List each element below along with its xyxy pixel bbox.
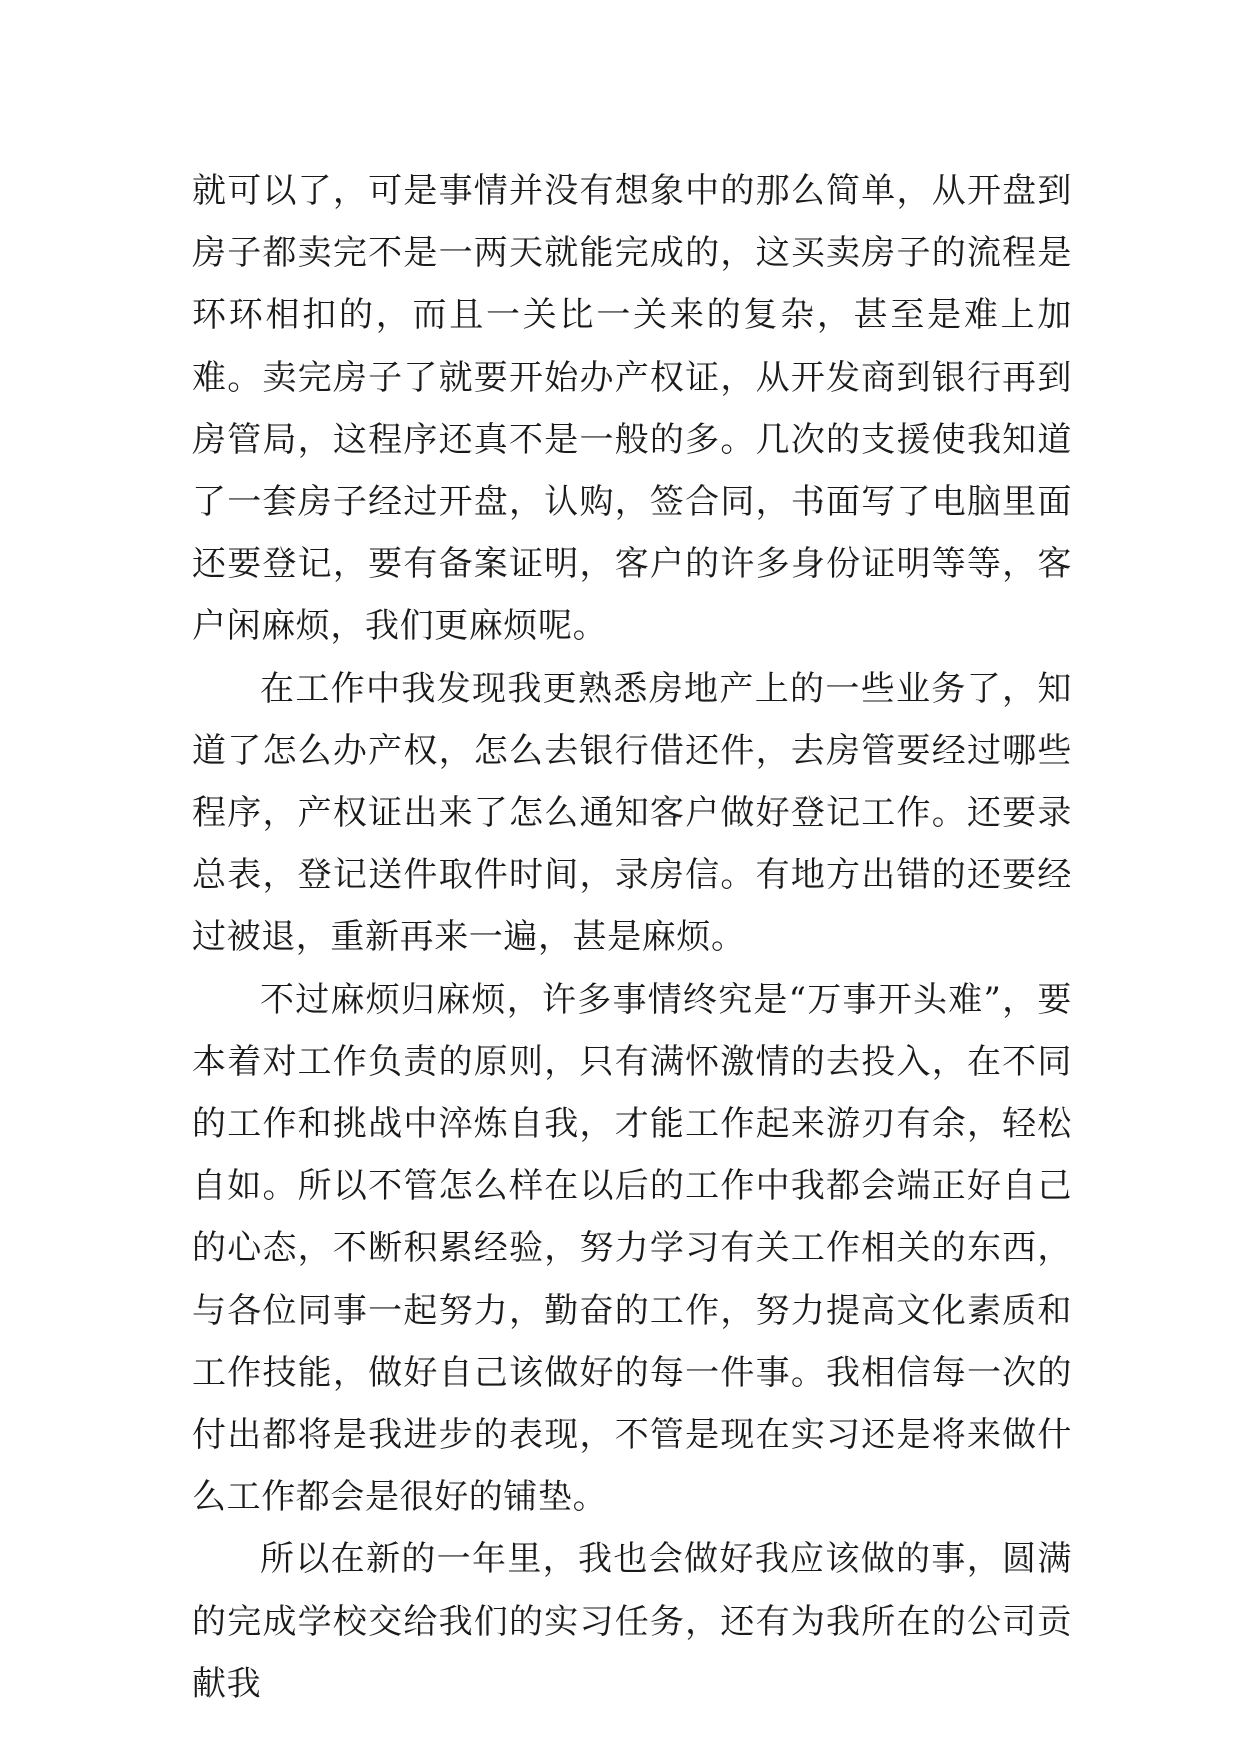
paragraph-3: 不过麻烦归麻烦，许多事情终究是“万事开头难”，要本着对工作负责的原则，只有满怀激情的去投入，在不同的工作和挑战中淬炼自我，才能工作起来游刃有余，轻松自如。所以不管怎么样在以后的工作中我都会端正好自己的心态，不断积累经验，努力学习有关工作相关的东西，与各位同事一起努力，勤奋的工作，努力提高文化素质和工作技能，做好自己该做好的每一件事。我相信每一次的付出都将是我进步的表现，不管是现在实习还是将来做什么工作都会是很好的铺垫。 [192, 979, 1072, 1518]
paragraph-1: 就可以了，可是事情并没有想象中的那么简单，从开盘到房子都卖完不是一两天就能完成的，这买卖房子的流程是环环相扣的，而且一关比一关来的复杂，甚至是难上加难。卖完房子了就要开始办产权证，从开发商到银行再到房管局，这程序还真不是一般的多。几次的支援使我知道了一套房子经过开盘，认购，签合同，书面写了电脑里面还要登记，要有备案证明，客户的许多身份证明等等，客户闲麻烦，我们更麻烦呢。 [192, 171, 1072, 647]
paragraph-2: 在工作中我发现我更熟悉房地产上的一些业务了，知道了怎么办产权，怎么去银行借还件，去房管要经过哪些程序，产权证出来了怎么通知客户做好登记工作。还要录总表，登记送件取件时间，录房信。有地方出错的还要经过被退，重新再来一遍，甚是麻烦。 [192, 668, 1072, 958]
body-text [192, 160, 1072, 1715]
paragraph-4: 所以在新的一年里，我也会做好我应该做的事，圆满的完成学校交给我们的实习任务，还有为我所在的公司贡献我 [192, 1539, 1072, 1704]
